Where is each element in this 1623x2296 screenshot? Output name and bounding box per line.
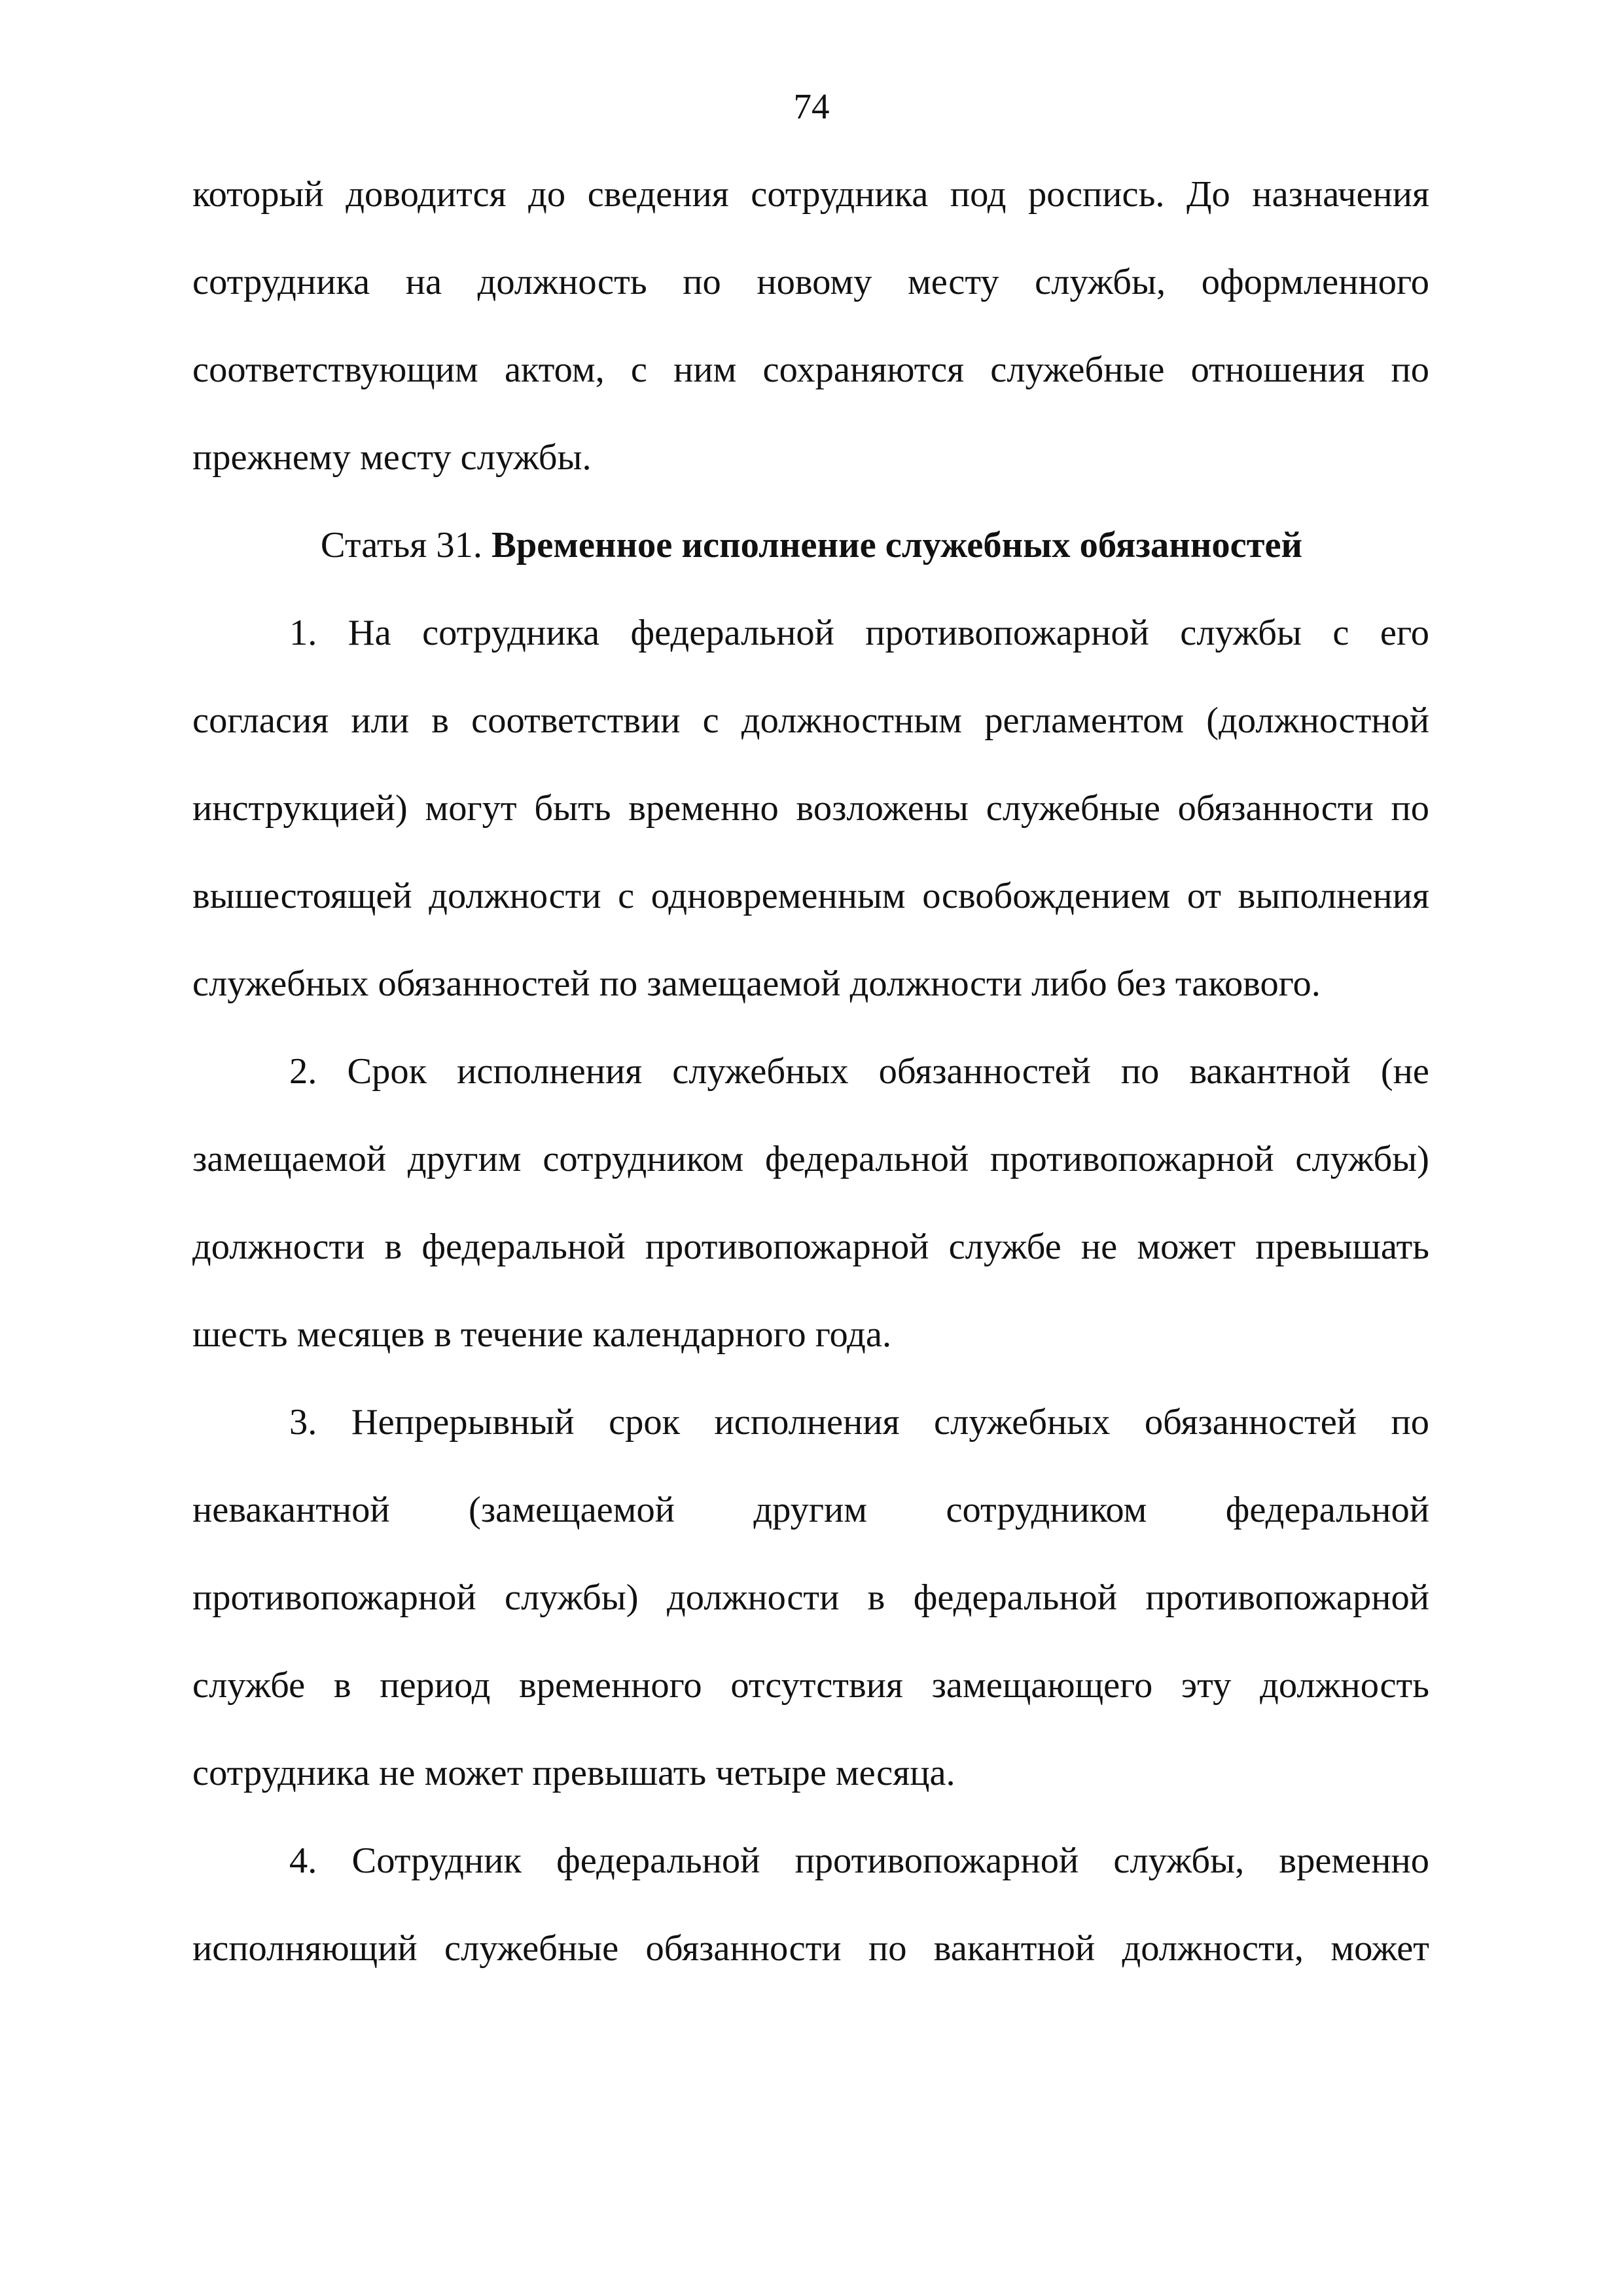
text-line: соответствующим актом, с ним сохраняются служебные отношения по	[192, 350, 1429, 390]
text-line: 4. Сотрудник федеральной противопожарной службы, временно	[289, 1840, 1429, 1881]
page-number: 74	[793, 86, 830, 126]
text-line: сотрудника на должность по новому месту службы, оформленного	[192, 262, 1429, 302]
text-line: вышестоящей должности с одновременным освобождением от выполнения	[192, 876, 1429, 916]
text-line: согласия или в соответствии с должностным регламентом (должностной	[192, 700, 1429, 741]
article-label: Статья 31.	[320, 525, 483, 565]
text-line: 1. На сотрудника федеральной противопожарной службы с его	[289, 613, 1429, 653]
text-line: исполняющий служебные обязанности по вакантной должности, может	[192, 1928, 1429, 1969]
text-line: сотрудника не может превышать четыре месяца.	[192, 1753, 955, 1793]
text-line: противопожарной службы) должности в федеральной противопожарной	[192, 1577, 1429, 1618]
text-line: 3. Непрерывный срок исполнения служебных обязанностей по	[289, 1402, 1429, 1443]
text-line: должности в федеральной противопожарной службе не может превышать	[192, 1227, 1429, 1267]
article-title: Временное исполнение служебных обязанностей	[491, 525, 1303, 565]
text-line: невакантной (замещаемой другим сотрудником федеральной	[192, 1490, 1429, 1530]
text-line: инструкцией) могут быть временно возложены служебные обязанности по	[192, 788, 1429, 829]
text-line: замещаемой другим сотрудником федеральной противопожарной службы)	[192, 1139, 1429, 1179]
text-line: прежнему месту службы.	[192, 437, 592, 478]
article-heading	[0, 522, 1623, 569]
text-line: шесть месяцев в течение календарного года.	[192, 1314, 892, 1355]
text-line: служебных обязанностей по замещаемой должности либо без такового.	[192, 963, 1321, 1004]
text-line: службе в период временного отсутствия замещающего эту должность	[192, 1665, 1429, 1706]
text-line: 2. Срок исполнения служебных обязанностей по вакантной (не	[289, 1051, 1429, 1092]
text-line: который доводится до сведения сотрудника под роспись. До назначения	[192, 174, 1429, 215]
